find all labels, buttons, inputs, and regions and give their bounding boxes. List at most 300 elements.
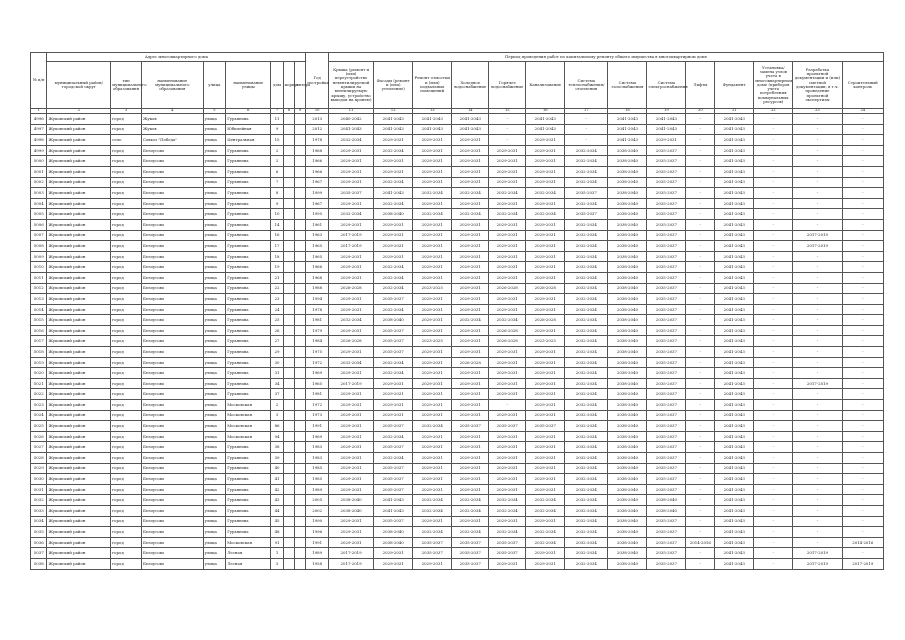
table-cell: 2038-2040 <box>608 283 647 294</box>
table-cell: город <box>111 145 142 156</box>
table-cell: 2023-2025 <box>413 336 452 347</box>
table-cell: - <box>754 484 793 495</box>
table-cell: Жуковский район <box>47 368 111 379</box>
table-cell: 2035-2037 <box>565 188 608 199</box>
table-cell: город <box>111 325 142 336</box>
col-header-8: корпус <box>283 62 294 109</box>
table-row <box>31 283 884 294</box>
table-cell: 2032-2034 <box>489 209 526 220</box>
table-cell: 2038-2040 <box>608 188 647 199</box>
table-cell: 2032-2034 <box>565 315 608 326</box>
table-cell: 2038-2040 <box>608 410 647 421</box>
table-cell: город <box>111 230 142 241</box>
table-cell: 2035-2037 <box>526 421 565 432</box>
table-cell: Гурьянова <box>226 516 271 527</box>
table-cell: улица <box>203 400 226 411</box>
table-cell: 2041-2043 <box>715 156 754 167</box>
table-cell: 4996 <box>31 114 47 125</box>
table-cell: улица <box>203 124 226 135</box>
col-number-8: 8 <box>283 109 294 114</box>
table-cell: 2035-2037 <box>647 474 686 485</box>
table-cell: - <box>754 442 793 453</box>
table-cell: 2032-2034 <box>565 272 608 283</box>
table-cell: 2029-2031 <box>526 347 565 358</box>
table-cell: 5018 <box>31 347 47 358</box>
table-cell: 2041-2043 <box>452 114 489 125</box>
table-cell: 1989 <box>306 484 329 495</box>
table-cell: - <box>842 315 883 326</box>
table-cell: Белоусово <box>141 474 203 485</box>
table-cell: улица <box>203 347 226 358</box>
table-cell: 5007 <box>31 230 47 241</box>
table-cell: 1981 <box>306 315 329 326</box>
col-number-24: 24 <box>842 109 883 114</box>
table-cell: 2041-2043 <box>715 400 754 411</box>
table-cell: - <box>686 272 715 283</box>
table-cell: Жуковский район <box>47 463 111 474</box>
table-cell: - <box>793 421 842 432</box>
table-cell: 2029-2031 <box>526 135 565 146</box>
table-cell: 2029-2031 <box>489 516 526 527</box>
table-cell: 2029-2031 <box>489 156 526 167</box>
table-cell: улица <box>203 516 226 527</box>
table-cell: Жуковский район <box>47 188 111 199</box>
group-header-address: Адрес многоквартирного дома <box>47 53 306 62</box>
table-cell: - <box>793 156 842 167</box>
table-cell: улица <box>203 251 226 262</box>
table-cell: улица <box>203 357 226 368</box>
table-cell: - <box>793 537 842 548</box>
table-cell: 2038-2040 <box>608 442 647 453</box>
table-cell: 2041-2043 <box>715 484 754 495</box>
table-cell <box>283 442 294 453</box>
table-cell: 2032-2034 <box>526 537 565 548</box>
table-cell: - <box>754 156 793 167</box>
table-cell: - <box>754 548 793 559</box>
table-cell: 2029-2031 <box>328 251 373 262</box>
table-cell: - <box>842 378 883 389</box>
table-cell: 2038-2040 <box>374 209 413 220</box>
table-cell: 5008 <box>31 241 47 252</box>
table-cell: Гурьянова <box>226 114 271 125</box>
table-cell: - <box>686 315 715 326</box>
table-cell: - <box>793 219 842 230</box>
table-cell: 4999 <box>31 145 47 156</box>
table-cell: Жуковский район <box>47 336 111 347</box>
table-cell: город <box>111 241 142 252</box>
table-cell: 9 <box>271 124 283 135</box>
col-number-3: 3 <box>111 109 142 114</box>
table-cell: улица <box>203 474 226 485</box>
table-cell <box>283 251 294 262</box>
table-cell: улица <box>203 188 226 199</box>
table-cell: 2026-2028 <box>489 283 526 294</box>
table-cell: 2038-2040 <box>647 495 686 506</box>
table-cell: 2029-2031 <box>489 410 526 421</box>
table-cell: 2029-2031 <box>489 262 526 273</box>
table-cell: 2029-2031 <box>328 474 373 485</box>
table-cell: 2035-2037 <box>647 421 686 432</box>
table-cell: 2032-2034 <box>374 304 413 315</box>
table-cell: - <box>754 357 793 368</box>
table-cell: 2029-2031 <box>489 368 526 379</box>
table-cell: 2029-2031 <box>526 294 565 305</box>
table-cell: 2029-2031 <box>452 145 489 156</box>
table-cell: Жуковский район <box>47 495 111 506</box>
table-row <box>31 442 884 453</box>
table-cell <box>283 368 294 379</box>
col-number-2: 2 <box>47 109 111 114</box>
table-cell: - <box>793 484 842 495</box>
table-cell: 2017-2019 <box>328 378 373 389</box>
table-cell: Белоусово <box>141 336 203 347</box>
table-cell: 2029-2031 <box>526 357 565 368</box>
table-cell: город <box>111 421 142 432</box>
table-cell: город <box>111 410 142 421</box>
table-cell: - <box>842 410 883 421</box>
table-cell: Жуковский район <box>47 219 111 230</box>
table-row <box>31 516 884 527</box>
table-cell: Жуковский район <box>47 505 111 516</box>
table-cell: Жуковский район <box>47 558 111 569</box>
table-cell: 2035-2037 <box>647 463 686 474</box>
table-cell: 39 <box>271 453 283 464</box>
table-cell: 5016 <box>31 325 47 336</box>
table-row <box>31 347 884 358</box>
table-cell: 2029-2031 <box>489 453 526 464</box>
table-cell: 2029-2031 <box>413 442 452 453</box>
col-header-11: Крыша (ремонт и (или) переустройство невентилируемой крыши на вентилируемую крышу, устройство выходов на кровлю) <box>328 62 373 109</box>
table-cell: - <box>686 527 715 538</box>
table-cell: 2038-2040 <box>608 219 647 230</box>
table-cell: 2035-2037 <box>489 548 526 559</box>
table-cell: 2041-2043 <box>715 336 754 347</box>
table-cell: 2032-2034 <box>489 315 526 326</box>
table-cell: - <box>754 421 793 432</box>
table-cell <box>283 325 294 336</box>
col-header-23: Разработка проектной документации и (или) сметной документации, в т.ч. проведение проектной экспертизы <box>793 62 842 109</box>
table-cell: - <box>686 230 715 241</box>
table-cell: - <box>793 166 842 177</box>
table-cell: 2029-2031 <box>328 177 373 188</box>
table-cell: 2012 <box>306 124 329 135</box>
table-cell: 19 <box>271 262 283 273</box>
table-cell: - <box>842 495 883 506</box>
table-cell: 2035-2037 <box>647 325 686 336</box>
table-cell: 2032-2034 <box>565 442 608 453</box>
table-cell <box>283 283 294 294</box>
table-cell <box>295 135 306 146</box>
table-cell <box>283 336 294 347</box>
table-cell: 2041-2043 <box>715 474 754 485</box>
col-number-16: 16 <box>526 109 565 114</box>
table-cell: 2032-2034 <box>452 188 489 199</box>
table-cell: 1966 <box>306 156 329 167</box>
table-cell: город <box>111 474 142 485</box>
table-cell: - <box>842 124 883 135</box>
table-cell: - <box>793 304 842 315</box>
col-header-6: наименование улицы <box>226 62 271 109</box>
table-cell <box>295 410 306 421</box>
table-cell <box>283 527 294 538</box>
table-cell: - <box>754 347 793 358</box>
table-cell: 2038-2040 <box>374 527 413 538</box>
table-cell: 17 <box>271 241 283 252</box>
table-cell: 2029-2031 <box>452 325 489 336</box>
table-cell: 5005 <box>31 209 47 220</box>
table-cell: 2017-2019 <box>793 548 842 559</box>
table-cell <box>283 241 294 252</box>
table-cell: 2029-2031 <box>452 442 489 453</box>
table-row <box>31 114 884 125</box>
table-cell <box>283 304 294 315</box>
table-cell: Совхоз "Победа" <box>141 135 203 146</box>
table-cell: 2032-2034 <box>565 431 608 442</box>
col-number-21: 21 <box>715 109 754 114</box>
table-cell: - <box>842 516 883 527</box>
table-cell: город <box>111 484 142 495</box>
table-cell <box>283 378 294 389</box>
table-cell: 2038-2040 <box>608 421 647 432</box>
table-cell: 2041-2043 <box>715 177 754 188</box>
table-cell <box>295 336 306 347</box>
table-cell: город <box>111 527 142 538</box>
table-cell: - <box>793 463 842 474</box>
table-cell: - <box>842 251 883 262</box>
table-cell: - <box>489 114 526 125</box>
table-cell: 2041-2043 <box>526 124 565 135</box>
table-cell: 2035-2037 <box>647 378 686 389</box>
table-cell: 2038-2040 <box>608 241 647 252</box>
table-cell: 1985 <box>306 463 329 474</box>
table-cell: улица <box>203 325 226 336</box>
table-cell: 2029-2031 <box>374 410 413 421</box>
table-cell: - <box>842 347 883 358</box>
table-cell: 1969 <box>306 431 329 442</box>
table-cell: 2041-2043 <box>715 166 754 177</box>
table-cell: 2041-2043 <box>608 114 647 125</box>
table-cell: - <box>686 463 715 474</box>
table-cell <box>283 177 294 188</box>
table-cell: 2029-2031 <box>452 166 489 177</box>
table-cell: Гурьянова <box>226 198 271 209</box>
table-cell: 2029-2031 <box>526 166 565 177</box>
table-cell: 1983 <box>306 442 329 453</box>
table-cell: - <box>754 527 793 538</box>
table-cell: 2041-2043 <box>715 453 754 464</box>
table-cell: 2038-2040 <box>374 537 413 548</box>
table-cell <box>295 442 306 453</box>
col-header-19: Система электроснабжения <box>647 62 686 109</box>
table-cell: улица <box>203 230 226 241</box>
table-cell: 2035-2037 <box>647 537 686 548</box>
table-cell: 30 <box>271 357 283 368</box>
table-cell: - <box>754 495 793 506</box>
table-cell: 1979 <box>306 325 329 336</box>
table-cell: 37 <box>271 389 283 400</box>
table-cell: 2029-2031 <box>526 484 565 495</box>
table-cell: - <box>842 156 883 167</box>
table-cell: 2029-2031 <box>526 548 565 559</box>
table-cell: 7 <box>271 177 283 188</box>
table-cell: 11 <box>271 114 283 125</box>
table-cell: 2029-2031 <box>489 272 526 283</box>
table-cell: 2032-2034 <box>565 198 608 209</box>
table-cell: - <box>842 463 883 474</box>
table-cell: Белоусово <box>141 548 203 559</box>
table-cell: Гурьянова <box>226 156 271 167</box>
table-cell: 2032-2034 <box>374 272 413 283</box>
table-cell: 2038-2040 <box>608 304 647 315</box>
table-row <box>31 272 884 283</box>
table-cell: 2029-2031 <box>526 389 565 400</box>
table-cell <box>283 262 294 273</box>
table-cell: 2041-2043 <box>715 124 754 135</box>
table-cell: 2032-2034 <box>565 453 608 464</box>
table-cell: 2035-2037 <box>328 188 373 199</box>
table-cell <box>283 421 294 432</box>
col-header-10: Год постройки <box>306 53 329 109</box>
table-cell <box>295 484 306 495</box>
table-cell: - <box>793 505 842 516</box>
table-cell: 27 <box>271 336 283 347</box>
table-cell: 2029-2031 <box>526 145 565 156</box>
table-cell: 2032-2034 <box>565 558 608 569</box>
table-cell: 2029-2031 <box>328 166 373 177</box>
table-cell: 21 <box>271 272 283 283</box>
table-row <box>31 357 884 368</box>
table-cell: 1969 <box>306 368 329 379</box>
table-cell: 1972 <box>306 357 329 368</box>
table-cell: улица <box>203 156 226 167</box>
table-cell: 2029-2031 <box>526 156 565 167</box>
table-cell <box>295 325 306 336</box>
table-cell: 5031 <box>31 484 47 495</box>
table-row <box>31 474 884 485</box>
table-cell: - <box>754 400 793 411</box>
table-cell: 1981 <box>306 389 329 400</box>
table-cell: Белоусово <box>141 272 203 283</box>
table-cell: 2029-2031 <box>413 304 452 315</box>
table-cell: Жуковский район <box>47 209 111 220</box>
table-cell: 2029-2031 <box>413 315 452 326</box>
table-cell: 2032-2034 <box>565 389 608 400</box>
table-cell: Жуковский район <box>47 114 111 125</box>
table-cell: 1991 <box>306 537 329 548</box>
table-cell: Белоусово <box>141 516 203 527</box>
table-cell: 2026-2028 <box>452 357 489 368</box>
col-number-20: 20 <box>686 109 715 114</box>
table-cell: 5000 <box>31 156 47 167</box>
table-cell: - <box>754 410 793 421</box>
table-cell: 2035-2037 <box>647 516 686 527</box>
table-cell: - <box>754 325 793 336</box>
table-cell: - <box>842 304 883 315</box>
table-cell <box>283 548 294 559</box>
table-cell: 42 <box>271 484 283 495</box>
table-cell: 2032-2034 <box>413 495 452 506</box>
table-cell: город <box>111 188 142 199</box>
table-row <box>31 166 884 177</box>
table-cell: город <box>111 400 142 411</box>
table-cell: 2041-2043 <box>715 431 754 442</box>
table-cell: - <box>686 251 715 262</box>
table-cell: 2029-2031 <box>374 230 413 241</box>
table-cell: Гурьянова <box>226 177 271 188</box>
table-cell: 2035-2037 <box>647 453 686 464</box>
table-cell: 2029-2031 <box>413 230 452 241</box>
table-cell: Белоусово <box>141 230 203 241</box>
table-cell: Гурьянова <box>226 283 271 294</box>
table-cell: Жуковский район <box>47 389 111 400</box>
table-cell: - <box>793 294 842 305</box>
table-cell: 2032-2034 <box>565 527 608 538</box>
table-cell: 2026-2028 <box>526 315 565 326</box>
table-cell: - <box>793 495 842 506</box>
table-cell: 2029-2031 <box>489 219 526 230</box>
table-cell: Московская <box>226 537 271 548</box>
table-cell: 2023-2025 <box>413 283 452 294</box>
table-cell: 2041-2043 <box>715 198 754 209</box>
table-cell: - <box>842 114 883 125</box>
table-cell: - <box>565 124 608 135</box>
table-cell: 2038-2040 <box>608 357 647 368</box>
table-cell: 2038-2040 <box>328 505 373 516</box>
table-cell: 2035-2037 <box>647 431 686 442</box>
table-cell: 2035-2037 <box>374 442 413 453</box>
table-cell: Белоусово <box>141 431 203 442</box>
table-cell: город <box>111 177 142 188</box>
table-cell: 1994 <box>306 294 329 305</box>
table-cell: 5030 <box>31 474 47 485</box>
table-cell: улица <box>203 262 226 273</box>
table-cell: 2041-2043 <box>647 114 686 125</box>
table-cell: 1968 <box>306 272 329 283</box>
table-row <box>31 262 884 273</box>
table-cell: 2029-2031 <box>452 251 489 262</box>
table-cell: - <box>686 198 715 209</box>
table-cell: Московская <box>226 400 271 411</box>
table-cell: 2032-2034 <box>374 198 413 209</box>
table-cell: Белоусово <box>141 219 203 230</box>
table-cell: 2035-2037 <box>452 548 489 559</box>
table-cell: 2041-2043 <box>715 537 754 548</box>
table-cell <box>283 209 294 220</box>
table-cell: 1961 <box>306 219 329 230</box>
table-row <box>31 558 884 569</box>
table-cell: 2032-2034 <box>565 505 608 516</box>
table-cell: - <box>793 262 842 273</box>
table-cell: Жуковский район <box>47 484 111 495</box>
table-cell: Белоусово <box>141 558 203 569</box>
table-cell: 2029-2031 <box>413 325 452 336</box>
table-cell: 41 <box>271 474 283 485</box>
table-cell <box>283 315 294 326</box>
table-cell <box>283 389 294 400</box>
table-cell: 2029-2031 <box>374 548 413 559</box>
table-cell: 9 <box>271 198 283 209</box>
table-cell: город <box>111 537 142 548</box>
table-cell: - <box>686 410 715 421</box>
table-cell: улица <box>203 315 226 326</box>
table-cell: улица <box>203 442 226 453</box>
table-cell: 2035-2037 <box>374 347 413 358</box>
table-cell: - <box>686 145 715 156</box>
table-cell: 5014 <box>31 304 47 315</box>
col-number-22: 22 <box>754 109 793 114</box>
table-cell: 2029-2031 <box>452 336 489 347</box>
table-cell: 2032-2034 <box>565 219 608 230</box>
